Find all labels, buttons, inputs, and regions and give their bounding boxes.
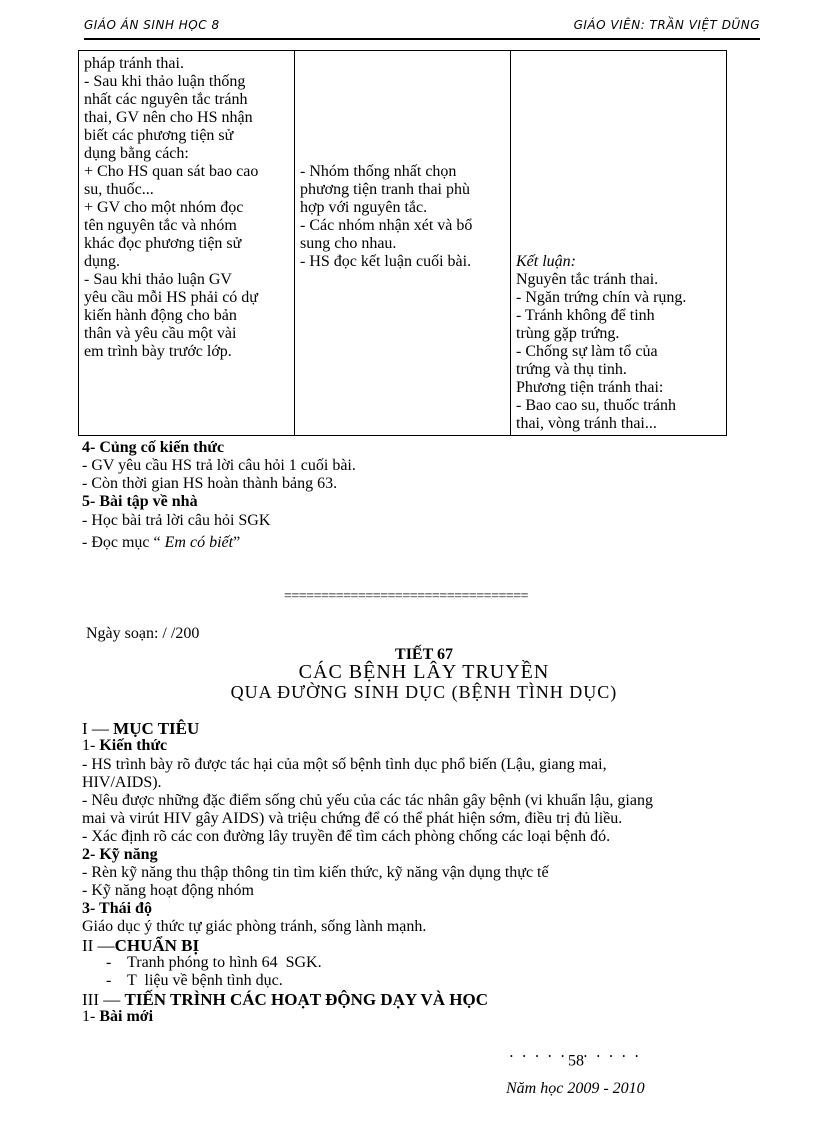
section-separator: ================================= <box>284 589 529 604</box>
objectives-heading <box>82 720 199 738</box>
header-subject: GIÁO ÁN SINH HỌC 8 <box>84 18 220 32</box>
knowledge-heading-text: Kiến thức <box>99 737 168 754</box>
header-teacher: GIÁO VIÊN: TRẦN VIỆT DŨNG <box>573 18 760 32</box>
objectives-heading-text: MỤC TIÊU <box>113 719 200 738</box>
prep-line-2: - T liệu về bệnh tình dục. <box>106 972 283 989</box>
table-divider-2 <box>510 50 511 436</box>
knowledge-line-2a: - Nêu được những đặc điểm sống chủ yếu của các tác nhân gây bệnh (vi khuẩn lậu, giang <box>82 792 653 809</box>
knowledge-line-1b: HIV/AIDS). <box>82 774 162 791</box>
footer-dots-left: • • • • • <box>510 1052 569 1061</box>
footer-page <box>510 1052 642 1070</box>
attitude-line-1: Giáo dục ý thức tự giác phòng tránh, sống lành mạnh. <box>82 918 427 935</box>
prep-heading-text: CHUẨN BỊ <box>114 936 200 955</box>
school-year: Năm học 2009 - 2010 <box>506 1080 645 1097</box>
knowledge-line-3: - Xác định rõ các con đường lây truyền để tìm cách phòng chống các loại bệnh đó. <box>82 828 611 845</box>
date-line: Ngày soạn: / /200 <box>86 625 200 642</box>
table-divider-1 <box>294 50 295 436</box>
knowledge-heading-num: 1- <box>82 737 100 754</box>
homework-line-2-title: Em có biết <box>160 534 234 551</box>
student-activity-cell: - Nhóm thống nhất chọn phương tiện tranh thai phù hợp với nguyên tắc. - Các nhóm nhận xét và bổ sung cho nhau. - HS đọc kết luận cuối bài. <box>300 163 473 270</box>
attitude-heading: 3- Thái độ <box>82 900 152 917</box>
process-heading <box>82 991 488 1009</box>
prep-heading-num: II — <box>82 936 115 955</box>
consolidate-line-1: - GV yêu cầu HS trả lời câu hỏi 1 cuối bài. <box>82 457 356 474</box>
knowledge-heading <box>82 737 167 755</box>
homework-line-2 <box>82 534 240 552</box>
footer-dots-right: • • • • • <box>584 1052 643 1061</box>
knowledge-line-1a: - HS trình bày rõ được tác hại của một số bệnh tình dục phổ biến (Lậu, giang mai, <box>82 756 607 773</box>
consolidate-line-2: - Còn thời gian HS hoàn thành bảng 63. <box>82 475 338 492</box>
prep-line-1: - Tranh phóng to hình 64 SGK. <box>106 954 322 971</box>
page-number: 58 <box>568 1052 585 1070</box>
lesson-number: TIẾT 67 <box>395 646 453 663</box>
process-heading-text: TIẾN TRÌNH CÁC HOẠT ĐỘNG DẠY VÀ HỌC <box>124 990 488 1009</box>
consolidate-heading: 4- Củng cố kiến thức <box>82 439 225 456</box>
lesson-title-2: QUA ĐƯỜNG SINH DỤC (BỆNH TÌNH DỤC) <box>230 682 618 702</box>
lesson-title-1: CÁC BỆNH LÂY TRUYỀN <box>298 661 550 683</box>
skills-line-2: - Kỹ năng hoạt động nhóm <box>82 882 254 899</box>
homework-line-2-prefix: - Đọc mục “ <box>82 534 161 551</box>
knowledge-line-2b: mai và virút HIV gây AIDS) và triệu chứng để có thể phát hiện sớm, điều trị đủ liều. <box>82 810 623 827</box>
homework-line-2-suffix: ” <box>233 534 241 551</box>
page-header <box>84 16 760 40</box>
process-subheading-num: 1- <box>82 1008 100 1025</box>
conclusion-cell: Nguyên tắc tránh thai. - Ngăn trứng chín và rụng. - Tránh không để tinh trùng gặp trứng. - Chống sự làm tổ của trứng và thụ tinh. Phương tiện tránh thai: - Bao cao su, thuốc tránh thai, vòng tránh thai... <box>516 271 687 432</box>
homework-line-1: - Học bài trả lời câu hỏi SGK <box>82 512 271 529</box>
skills-line-1: - Rèn kỹ năng thu thập thông tin tìm kiến thức, kỹ năng vận dụng thực tế <box>82 864 549 881</box>
process-subheading-text: Bài mới <box>99 1008 154 1025</box>
process-heading-num: III — <box>82 990 125 1009</box>
homework-heading: 5- Bài tập về nhà <box>82 493 198 510</box>
teacher-activity-cell: pháp tránh thai. - Sau khi thảo luận thống nhất các nguyên tắc tránh thai, GV nên cho HS nhận biết các phương tiện sử dụng bằng cách: + Cho HS quan sát bao cao su, thuốc... + GV cho một nhóm đọc tên nguyên tắc và nhóm khác đọc phương tiện sử dụng. - Sau khi thảo luận GV yêu cầu mỗi HS phải có dự kiến hành động cho bản thân và yêu cầu một vài em trình bày trước lớp. <box>84 55 259 360</box>
conclusion-title: Kết luận: <box>516 253 576 270</box>
skills-heading: 2- Kỹ năng <box>82 846 158 863</box>
process-subheading <box>82 1008 153 1026</box>
objectives-heading-num: I — <box>82 719 114 738</box>
prep-heading <box>82 937 199 955</box>
